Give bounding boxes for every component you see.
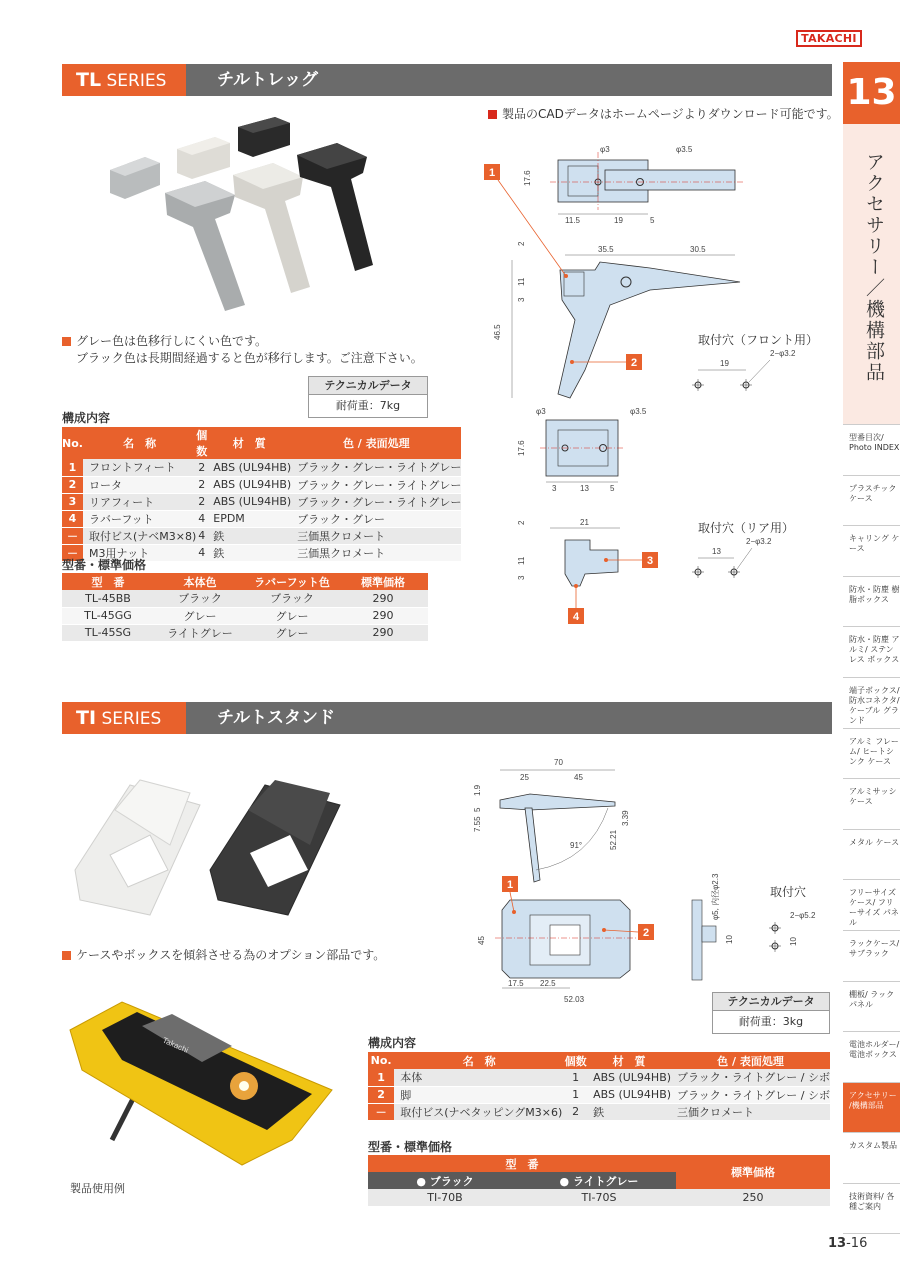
side-menu-item[interactable]: 棚板/ ラックパネル	[843, 981, 900, 1032]
ti-price-header-lgray: ● ライトグレー	[522, 1172, 676, 1189]
tl-parts-table	[62, 427, 461, 562]
tl-dim-rear-13: 13	[580, 484, 589, 493]
table-cell: ライトグレー	[154, 624, 246, 641]
table-cell: 3	[62, 493, 83, 510]
table-cell: ブラック・ライトグレー / シボ	[671, 1069, 830, 1086]
ti-dim-70: 70	[554, 758, 563, 767]
table-cell: 脚	[394, 1086, 564, 1103]
table-cell: ブラック	[154, 590, 246, 607]
ti-dim-45: 45	[574, 773, 583, 782]
side-menu-item[interactable]: カスタム製品	[843, 1132, 900, 1183]
table-cell: グレー	[154, 607, 246, 624]
ti-usage-photo	[62, 990, 342, 1170]
tl-dim-rear-3b: 3	[517, 575, 526, 580]
table-cell: 4	[198, 512, 206, 525]
bullet-square-icon	[62, 337, 71, 346]
ti-dim-755: 7.55	[473, 816, 482, 832]
tl-callout-4: 4	[573, 611, 580, 623]
table-row	[62, 459, 461, 476]
ti-hole-pitch: 10	[789, 937, 798, 946]
table-cell: 1	[62, 459, 83, 476]
ti-price-label: 型番・標準価格	[368, 1140, 453, 1154]
table-cell: 2	[368, 1086, 394, 1103]
ti-dim-25: 25	[520, 773, 529, 782]
table-header: 型 番	[62, 573, 154, 590]
table-cell: 2	[198, 495, 206, 508]
tl-callout-3: 3	[647, 555, 654, 567]
table-cell: 250	[676, 1189, 830, 1206]
table-row	[368, 1103, 830, 1120]
tl-dim-rear-phi35: φ3.5	[630, 407, 647, 416]
ti-price-header-black: ● ブラック	[368, 1172, 522, 1189]
page-num: 16	[850, 1236, 868, 1251]
ti-technical-drawing	[470, 750, 816, 1010]
table-cell: ABS (UL94HB)	[207, 476, 291, 493]
ti-dim-175: 17.5	[508, 979, 524, 988]
ti-series-word: SERIES	[101, 709, 162, 729]
table-cell: ブラック・グレー・ライトグレー	[291, 476, 461, 493]
ti-dim-339: 3.39	[621, 810, 630, 826]
ti-series-title: チルトスタンド	[217, 708, 335, 728]
page-number	[828, 1236, 867, 1251]
tl-front-hole-label: 取付穴（フロント用）	[698, 333, 819, 347]
table-cell: ロータ	[83, 476, 196, 493]
table-cell: －	[62, 527, 83, 544]
table-header: No.	[62, 427, 83, 459]
table-row	[62, 624, 428, 641]
ti-hole-label: 取付穴	[770, 885, 807, 899]
tl-dim-rear-176: 17.6	[517, 440, 526, 456]
table-cell: TI-70B	[368, 1189, 522, 1206]
ti-tech-box	[712, 992, 830, 1034]
tl-series-bar	[62, 64, 832, 96]
ti-dim-225: 22.5	[540, 979, 556, 988]
ti-dim-19: 1.9	[473, 784, 482, 796]
tl-color-note-1: グレー色は色移行しにくい色です。	[76, 334, 268, 348]
table-row	[62, 476, 461, 493]
ti-price-table	[368, 1155, 830, 1207]
ti-usage-device-brand: Takachi	[161, 1035, 190, 1055]
ti-series-code: TI	[76, 707, 97, 729]
table-cell: 4	[198, 546, 206, 559]
table-cell: 1	[564, 1069, 587, 1086]
tl-dim-11: 11	[517, 277, 526, 286]
ti-dim-plan-45: 45	[477, 936, 486, 945]
tl-dim-rear-5: 5	[610, 484, 615, 493]
tl-front-hole-spec: 2−φ3.2	[770, 349, 796, 358]
table-row	[62, 590, 428, 607]
table-header: 色 / 表面処理	[671, 1052, 830, 1069]
side-menu-item[interactable]: キャリング ケース	[843, 525, 900, 576]
side-menu-item[interactable]: アクセサリー /機構部品	[843, 1082, 900, 1133]
tl-dim-rear-11: 11	[517, 556, 526, 565]
ti-tech-value: 耐荷重：3kg	[738, 1015, 804, 1028]
side-menu-item[interactable]: アルミサッシ ケース	[843, 778, 900, 829]
table-cell: 290	[338, 624, 428, 641]
side-menu-item[interactable]: アルミ フレーム/ ヒートシンク ケース	[843, 728, 900, 779]
ti-series-tag	[62, 702, 186, 734]
table-cell: 取付ビス(ナベM3×8)	[83, 527, 196, 544]
ti-hole-spec: 2−φ5.2	[790, 911, 816, 920]
ti-price-header-price: 標準価格	[676, 1155, 830, 1189]
table-header: 名 称	[83, 427, 196, 459]
tl-dim-465: 46.5	[493, 324, 502, 340]
chapter-title: アクセサリー／機構部品	[863, 152, 885, 383]
table-cell: TL-45BB	[62, 590, 154, 607]
tl-cad-note	[488, 106, 839, 123]
tl-callout-1: 1	[489, 167, 496, 179]
tl-color-note-2: ブラック色は長期間経過すると色が移行します。ご注意下さい。	[76, 351, 423, 365]
table-header: 標準価格	[338, 573, 428, 590]
tl-dim-305: 30.5	[690, 245, 706, 254]
tl-rear-pitch: 13	[712, 547, 721, 556]
table-cell: フロントフィート	[83, 459, 196, 476]
tl-front-pitch: 19	[720, 359, 729, 368]
table-row	[368, 1069, 830, 1086]
table-header: 本体色	[154, 573, 246, 590]
ti-dim-5221: 52.21	[609, 829, 618, 850]
ti-dim-screw-10: 10	[725, 935, 734, 944]
table-cell: 1	[564, 1086, 587, 1103]
tl-dim-rear-phi3: φ3	[536, 407, 546, 416]
table-cell: TL-45GG	[62, 607, 154, 624]
table-row	[62, 510, 461, 527]
tl-dim-176: 17.6	[523, 170, 532, 186]
table-cell: 4	[62, 510, 83, 527]
ti-note	[62, 947, 385, 964]
ti-parts-table	[368, 1052, 830, 1121]
table-row	[368, 1086, 830, 1103]
table-cell: 4	[198, 529, 206, 542]
table-header: 材 質	[207, 427, 291, 459]
tl-series-code: TL	[76, 69, 102, 91]
ti-callout-2: 2	[643, 927, 650, 939]
table-header: 個数	[564, 1052, 587, 1069]
table-cell: 290	[338, 607, 428, 624]
tl-dim-rear-2: 2	[517, 520, 526, 525]
table-header: No.	[368, 1052, 394, 1069]
table-cell: 2	[196, 459, 207, 476]
tl-callout-2: 2	[631, 357, 638, 369]
tl-cad-note-text: 製品のCADデータはホームページよりダウンロード可能です。	[502, 107, 839, 121]
table-cell: 2	[198, 478, 206, 491]
tl-tech-value: 耐荷重：7kg	[335, 399, 401, 412]
tl-dim-2: 2	[517, 241, 526, 246]
table-cell: グレー	[246, 607, 338, 624]
tl-dim-rear-3: 3	[552, 484, 557, 493]
table-cell: 鉄	[207, 544, 291, 561]
ti-note-text: ケースやボックスを傾斜させる為のオプション部品です。	[76, 948, 386, 962]
ti-dim-5: 5	[473, 807, 482, 812]
tl-dim-5: 5	[650, 216, 655, 225]
side-menu-item[interactable]: 端子ボックス/ 防水コネクタ/ ケーブル グランド	[843, 677, 900, 728]
tl-color-note	[62, 333, 423, 367]
tl-parts-label: 構成内容	[62, 411, 111, 425]
table-cell: ABS (UL94HB)	[587, 1086, 671, 1103]
ti-dim-5203: 52.03	[564, 995, 585, 1004]
table-cell: ラバーフット	[83, 510, 196, 527]
side-menu-item[interactable]: ラックケース/ サブラック	[843, 930, 900, 981]
table-cell: M3用ナット	[83, 544, 196, 561]
tl-dim-21: 21	[580, 518, 589, 527]
tl-price-label: 型番・標準価格	[62, 558, 147, 572]
table-row	[62, 527, 461, 544]
table-row	[62, 607, 428, 624]
table-cell: 三価黒クロメート	[291, 544, 461, 561]
page-sep: -	[846, 1236, 851, 1251]
table-cell: 2	[62, 476, 83, 493]
page-chapter: 13	[828, 1236, 847, 1251]
table-cell: －	[368, 1103, 394, 1120]
brand-logo: TAKACHI	[796, 30, 862, 47]
table-cell: ブラック・ライトグレー / シボ	[671, 1086, 830, 1103]
ti-tech-title: テクニカルデータ	[713, 993, 829, 1011]
table-header: 名 称	[394, 1052, 564, 1069]
table-cell: 1	[368, 1069, 394, 1086]
table-row	[62, 493, 461, 510]
ti-dim-angle: 91°	[570, 841, 583, 850]
tl-dim-115: 11.5	[565, 216, 580, 225]
table-cell: リアフィート	[83, 493, 196, 510]
tl-rear-hole-label: 取付穴（リア用）	[698, 521, 795, 535]
table-cell: ブラック・グレー・ライトグレー	[291, 459, 461, 476]
side-menu-item[interactable]: 防水・防塵 樹脂ボックス	[843, 576, 900, 627]
table-cell: ABS (UL94HB)	[587, 1069, 671, 1086]
side-menu-item[interactable]: メタル ケース	[843, 829, 900, 880]
table-cell: ABS (UL94HB)	[207, 459, 291, 476]
tl-dim-phi35: φ3.5	[676, 145, 693, 154]
table-header: 色 / 表面処理	[291, 427, 461, 459]
tl-dim-3a: 3	[517, 297, 526, 302]
tl-technical-drawing	[489, 140, 830, 623]
table-cell: TL-45SG	[62, 624, 154, 641]
side-menu-item[interactable]: 防水・防塵 アルミ/ ステンレス ボックス	[843, 626, 900, 677]
tl-product-photo	[105, 115, 385, 315]
ti-callout-1: 1	[507, 879, 514, 891]
ti-price-header-model: 型 番	[368, 1155, 676, 1172]
table-header: 個数	[196, 429, 208, 458]
table-header: 材 質	[587, 1052, 671, 1069]
table-cell: ブラック・グレー	[291, 510, 461, 527]
ti-parts-label: 構成内容	[368, 1036, 417, 1050]
tl-tech-title: テクニカルデータ	[309, 377, 427, 395]
bullet-square-icon	[62, 951, 71, 960]
tl-dim-phi3: φ3	[600, 145, 610, 154]
bullet-square-icon	[488, 110, 497, 119]
table-cell: ABS (UL94HB)	[207, 493, 291, 510]
table-cell: 三価黒クロメート	[291, 527, 461, 544]
ti-usage-caption: 製品使用例	[70, 1182, 125, 1195]
side-menu-item[interactable]: 型番目次/ Photo INDEX	[843, 424, 900, 475]
ti-series-bar	[62, 702, 832, 734]
table-cell: 鉄	[207, 527, 291, 544]
tl-series-word: SERIES	[106, 71, 167, 91]
table-cell: －	[62, 544, 83, 561]
tl-price-table	[62, 573, 428, 642]
table-cell: 三価クロメート	[671, 1103, 830, 1120]
tl-dim-19: 19	[614, 216, 623, 225]
tl-tech-box	[308, 376, 428, 418]
side-menu-item[interactable]: プラスチック ケース	[843, 475, 900, 526]
table-cell: TI-70S	[522, 1189, 676, 1206]
chapter-number: 13	[843, 62, 900, 124]
side-menu	[843, 424, 900, 1234]
table-cell: 本体	[394, 1069, 564, 1086]
ti-dim-screw: φ5, 内径φ2.3	[711, 873, 720, 920]
table-cell: EPDM	[207, 510, 291, 527]
table-cell: 290	[338, 590, 428, 607]
side-menu-item[interactable]: 電池ホルダー/ 電池ボックス	[843, 1031, 900, 1082]
tl-series-title: チルトレッグ	[217, 70, 318, 90]
ti-product-photo	[70, 775, 360, 925]
tl-rear-hole-spec: 2−φ3.2	[746, 537, 772, 546]
tl-dim-355: 35.5	[598, 245, 614, 254]
table-cell: グレー	[246, 624, 338, 641]
table-cell: ブラック・グレー・ライトグレー	[291, 493, 461, 510]
table-cell: ブラック	[246, 590, 338, 607]
table-cell: 取付ビス(ナベタッピングM3×6)	[394, 1103, 564, 1120]
side-menu-item[interactable]: 技術資料/ 各種ご案内	[843, 1183, 900, 1234]
tl-series-tag	[62, 64, 186, 96]
table-cell: 2	[564, 1103, 587, 1120]
table-cell: 鉄	[587, 1103, 671, 1120]
side-menu-item[interactable]: フリーサイズ ケース/ フリーサイズ パネル	[843, 879, 900, 930]
table-row	[368, 1189, 830, 1206]
chapter-title-panel	[843, 124, 900, 424]
table-header: ラバーフット色	[246, 573, 338, 590]
